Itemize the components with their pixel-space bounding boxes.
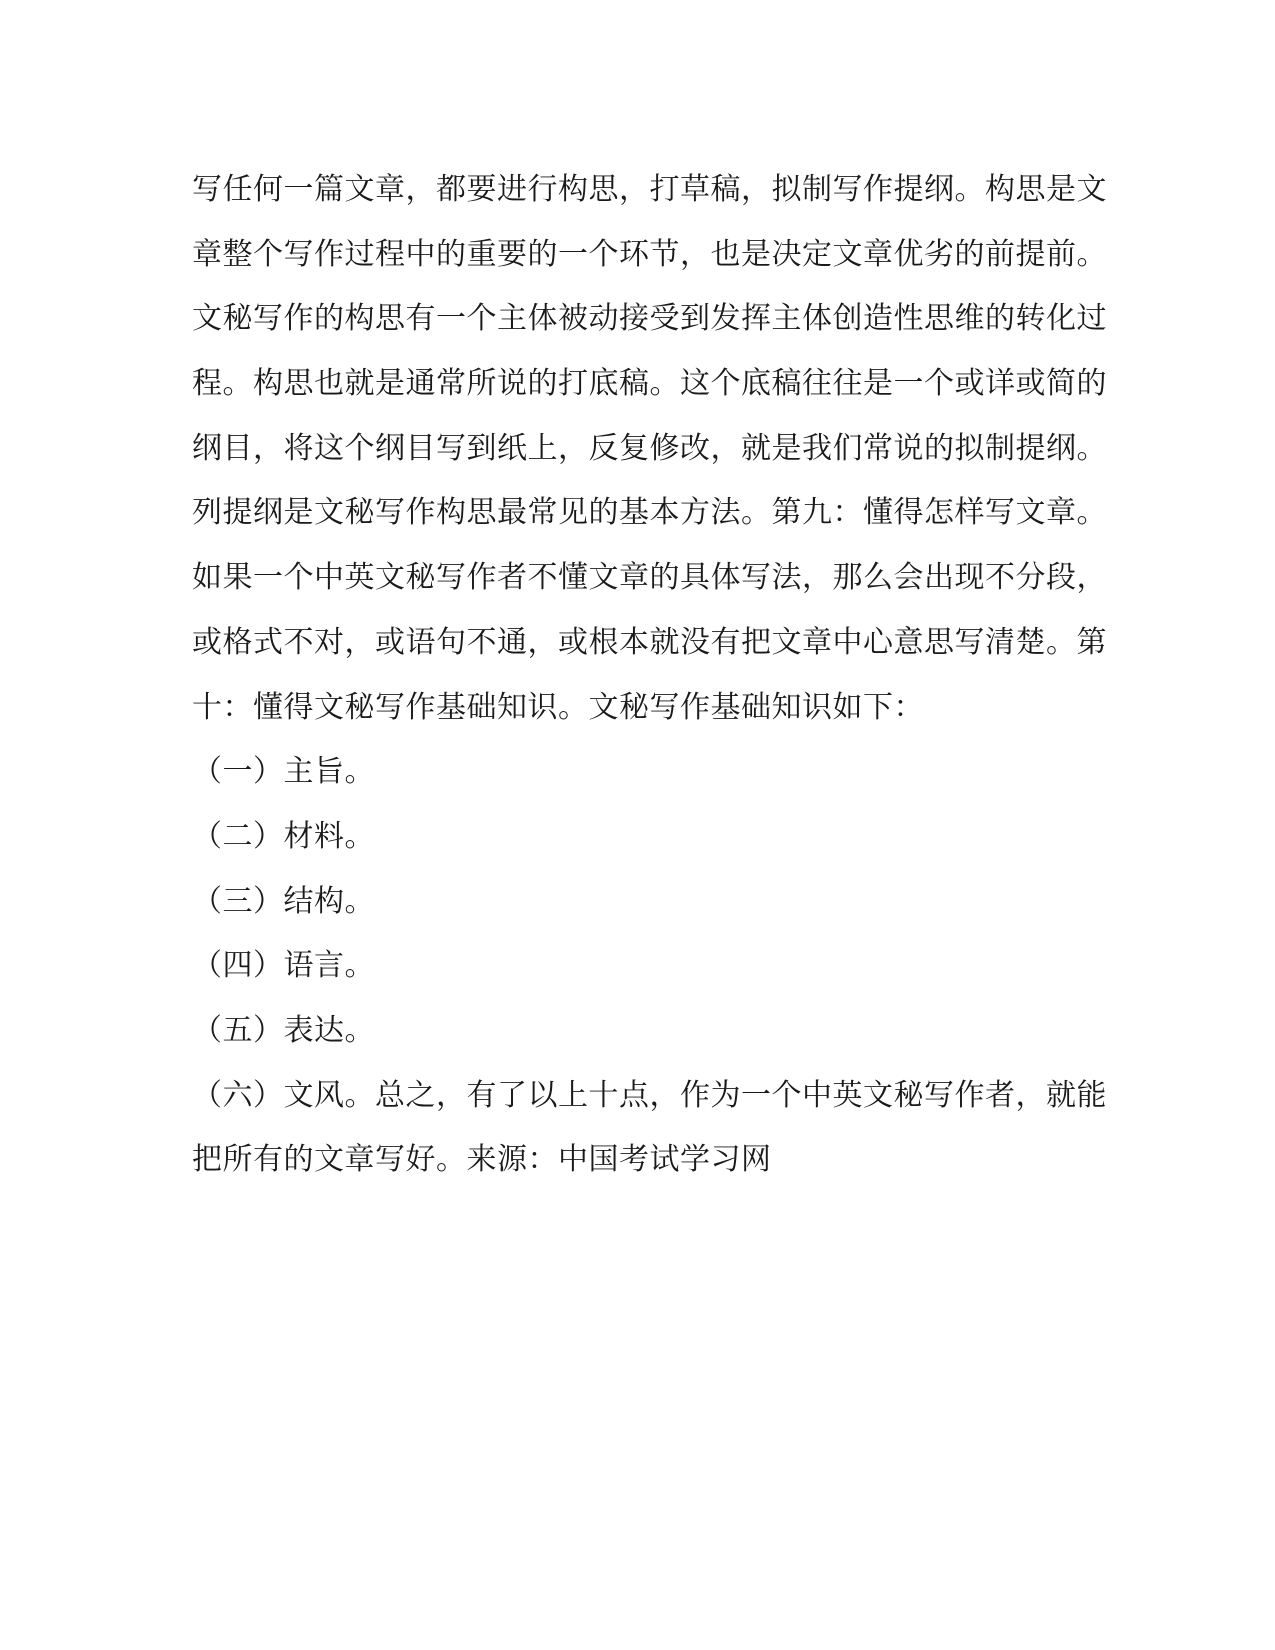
list-item-6: （六）文风。总之，有了以上十点，作为一个中英文秘写作者，就能 (192, 1077, 1107, 1113)
list-item-3: （三）结构。 (192, 883, 375, 919)
body-line-3: 文秘写作的构思有一个主体被动接受到发挥主体创造性思维的转化过 (192, 301, 1107, 337)
body-line-7: 如果一个中英文秘写作者不懂文章的具体写法，那么会出现不分段， (192, 560, 1107, 596)
body-line-2: 章整个写作过程中的重要的一个环节，也是决定文章优劣的前提前。 (192, 236, 1107, 272)
body-line-4: 程。构思也就是通常所说的打底稿。这个底稿往往是一个或详或简的 (192, 366, 1107, 402)
body-line-9: 十：懂得文秘写作基础知识。文秘写作基础知识如下： (192, 689, 924, 725)
list-item-4: （四）语言。 (192, 948, 375, 984)
source-line: 把所有的文章写好。来源：中国考试学习网 (192, 1142, 772, 1178)
body-line-6: 列提纲是文秘写作构思最常见的基本方法。第九：懂得怎样写文章。 (192, 495, 1107, 531)
list-item-2: （二）材料。 (192, 818, 375, 854)
body-line-8: 或格式不对，或语句不通，或根本就没有把文章中心意思写清楚。第 (192, 624, 1107, 660)
body-line-5: 纲目，将这个纲目写到纸上，反复修改，就是我们常说的拟制提纲。 (192, 430, 1107, 466)
list-item-1: （一）主旨。 (192, 754, 375, 790)
document-body (192, 158, 1107, 1193)
body-line-1: 写任何一篇文章，都要进行构思，打草稿，拟制写作提纲。构思是文 (192, 172, 1107, 207)
list-item-5: （五）表达。 (192, 1012, 375, 1048)
